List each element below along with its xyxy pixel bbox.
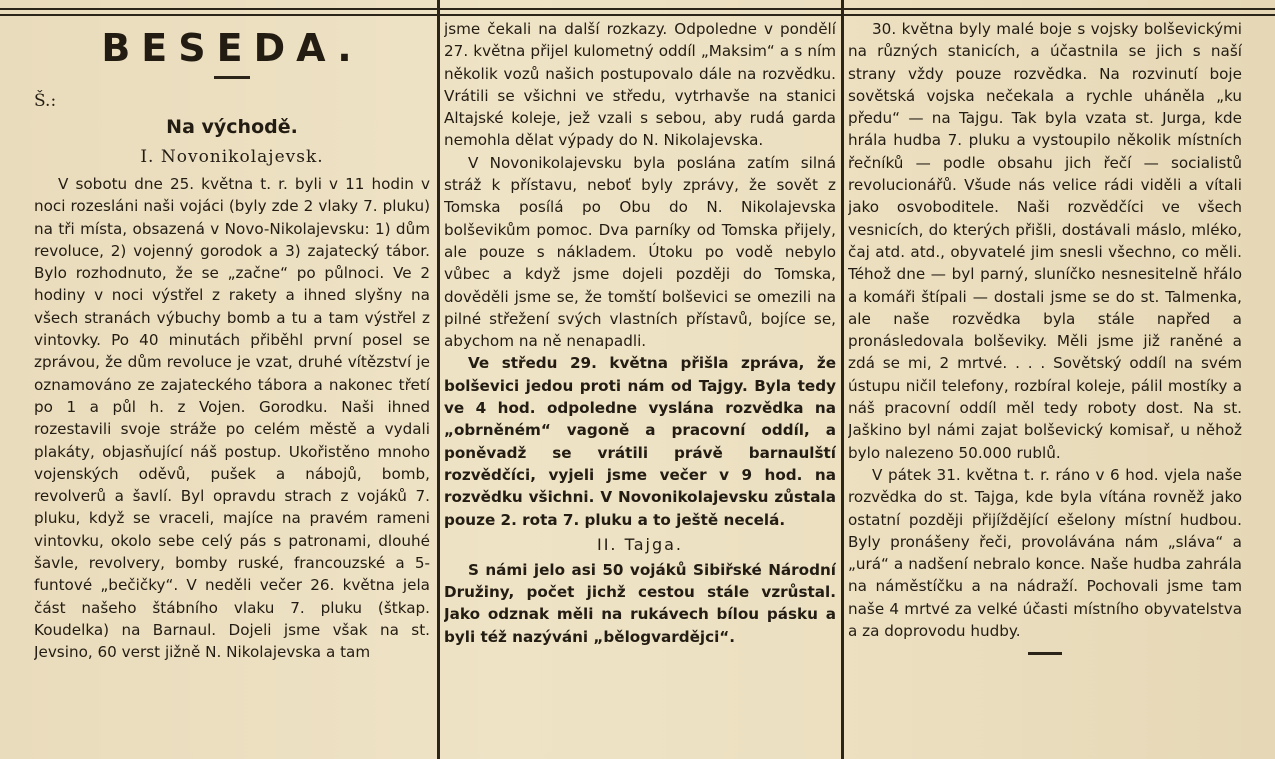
article-paragraph: jsme čekali na další rozkazy. Odpoledne v pondělí 27. května přijel kulometný oddíl „Maksim“ a s ním několik vozů našich postupovalo dále na rozvědku. Vrátili se všichni ve středu, vytrhavše na stanici Altajské koleje, jež vzali s sebou, aby rudá garda nemohla dělat výpady do N. Nikolajevska. <box>444 20 836 150</box>
column-two <box>444 18 836 758</box>
column-three <box>848 18 1242 758</box>
author-byline: Š.: <box>34 91 57 111</box>
column-one <box>34 18 430 758</box>
section-title-tajga: II. Tajga. <box>596 534 684 554</box>
article-headline: Na východě. <box>166 116 298 138</box>
article-paragraph: S námi jelo asi 50 vojáků Sibiřské Národní Družiny, počet jichž cestou stále vzrůstal. Jako odznak měli na rukávech bílou pásku a byli též nazýváni „bělogvardějci“. <box>444 560 836 646</box>
article-paragraph: Ve středu 29. května přišla zpráva, že bolševici jedou proti nám od Tajgy. Byla tedy ve 4 hod. odpoledne vyslána rozvědka na „obrněném“ vagoně a pracovní oddíl, a poněvadž se vrátili právě barnaulští rozvědčíci, vyjeli jsme večer v 9 hod. na rozvědku všichni. V Novonikolajevsku zůstala pouze 2. rota 7. pluku a to ještě necelá. <box>444 354 836 529</box>
title-dash <box>214 76 250 79</box>
article-paragraph: V sobotu dne 25. května t. r. byli v 11 hodin v noci rozesláni naši vojáci (byly zde 2 vlaky 7. pluku) na tři místa, obsazená v Novo-Nikolajevsku: 1) dům revoluce, 2) vojenný gorodok a 3) zajatecký tábor. Bylo rozhodnuto, že se „začne“ po půlnoci. Ve 2 hodiny v noci výstřel z rakety a ihned slyšny na všech stranách výbuchy bomb a tu a tam výstřel z vintovky. Po 40 minutách přiběhl první posel se zprávou, že dům revoluce je vzat, druhé vítězství je oznamováno ze zajateckého tábora a nakonec třetí po 1 a půl h. z Vojen. Gorodku. Naši ihned rozestavili svoje stráže po celém městě a vydali plakáty, objasňující náš postup. Ukořistěno mnoho vojenských oděvů, pušek a nábojů, bomb, revolverů a šavlí. Byl opravdu strach z vojáků 7. pluku, když se vraceli, majíce na pravém rameni vintovku, okolo sebe celý pás s patronami, dlouhé šavle, revolvery, bomby ruské, francouzské a 5-funtové „bečičky“. V neděli večer 26. května jela část našeho štábního vlaku 7. pluku (štkap. Koudelka) na Barnaul. Dojeli jsme však na st. Jevsino, 60 verst jižně N. Nikolajevska a tam <box>34 175 430 662</box>
column-divider-left <box>437 0 440 759</box>
masthead-title: BESEDA. <box>101 26 363 70</box>
column-divider-right <box>841 0 844 759</box>
end-dash <box>1028 652 1062 655</box>
article-paragraph: 30. května byly malé boje s vojsky bolševickými na různých stanicích, a účastnila se jich s naší strany vždy pouze rozvědka. Na rozvinutí boje sovětská vojska nečekala a rychle uháněla „ku předu“ — na Tajgu. Tak byla vzata st. Jurga, kde hrála hudba 7. pluku a vystoupilo několik místních řečníků — podle obsahu jich řečí — socialistů revolucionářů. Všude nás velice rádi viděli a vítali jako osvoboditele. Naši rozvědčíci ve všech vesnicích, do kterých přišli, dostávali máslo, mléko, čaj atd. atd., obyvatelé jim snesli všechno, co měli. Téhož dne — byl parný, sluníčko nesnesitelně hřálo a komáři štípali — dostali jsme se do st. Talmenka, ale naše rozvědka byla stále napřed a pronásledovala bolševiky. Měli jsme již raněné a zdá se mi, 2 mrtvé. . . . Sovětský oddíl na svém ústupu ničil telefony, rozbíral koleje, pálil mostíky a náš pracovní oddíl měl tedy roboty dost. Na st. Jaškino byl námi zajat bolševický komisař, u něhož bylo nalezeno 50.000 rublů. <box>848 20 1242 462</box>
section-title-novonikolajevsk: I. Novonikolajevsk. <box>140 147 324 167</box>
article-paragraph: V Novonikolajevsku byla poslána zatím silná stráž k přístavu, neboť byly zprávy, že sovět z Tomska posílá po Obu do N. Nikolajevska bolševikům pomoc. Dva parníky od Tomska přijely, ale pouze s nákladem. Útoku po vodě nebylo vůbec a když jsme dojeli později do Tomska, dověděli jsme se, že tomští bolševici se omezili na pilné střežení svých vlastních přístavů, bojíce se, abychom na ně nenapadli. <box>444 153 836 351</box>
top-double-rule <box>0 8 1275 16</box>
article-paragraph: V pátek 31. května t. r. ráno v 6 hod. vjela naše rozvědka do st. Tajga, kde byla vítána rovněž jako ostatní později přijíždějící ešelony místní hudbou. Byly pronášeny řeči, provolávána nám „sláva“ a „urá“ a nadšení nebralo konce. Naše hudba zahrála na náměstíčku a na nádraží. Pochovali jsme tam naše 4 mrtvé za velké účasti místního obyvatelstva a za doprovodu hudby. <box>848 465 1242 641</box>
